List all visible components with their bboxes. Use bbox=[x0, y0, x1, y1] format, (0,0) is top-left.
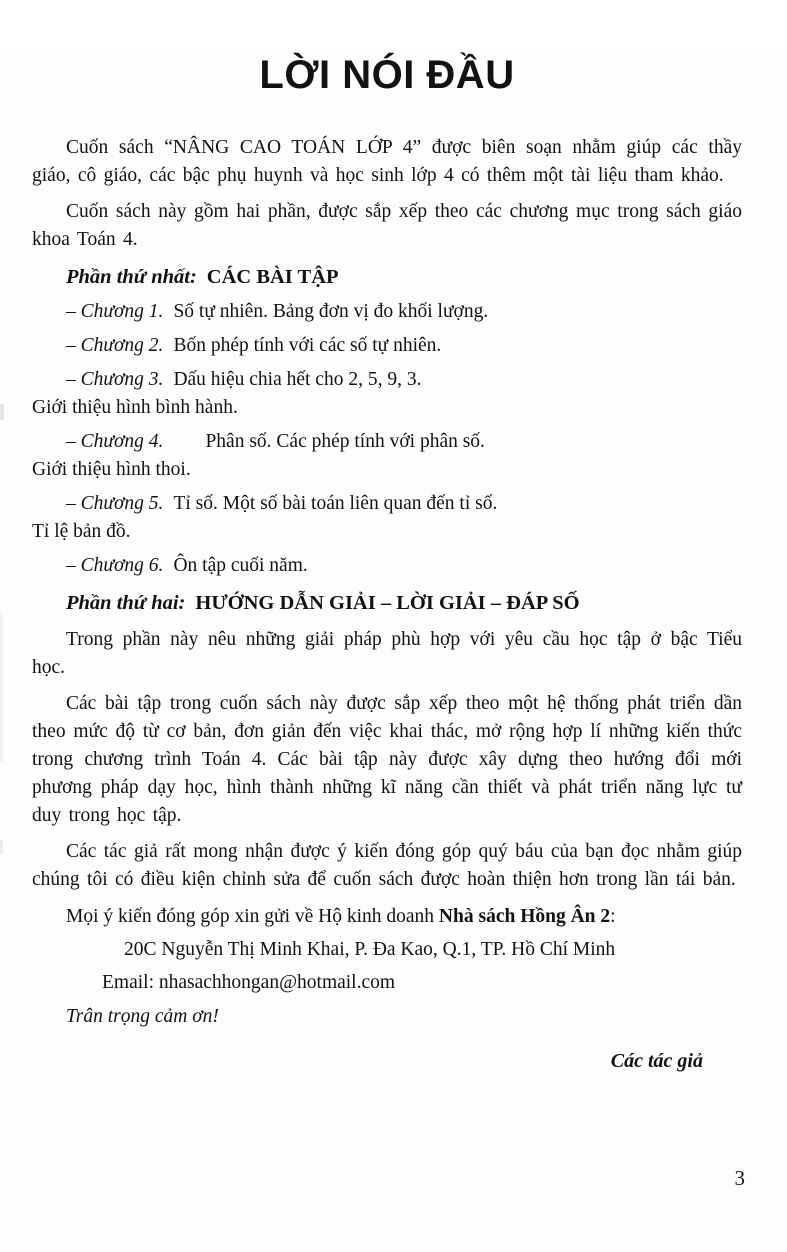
page-number: 3 bbox=[734, 1166, 745, 1190]
contact-address: 20C Nguyễn Thị Minh Khai, P. Đa Kao, Q.1, TP. Hồ Chí Minh bbox=[124, 939, 616, 960]
chapter-item-4 bbox=[32, 428, 742, 484]
chapter-line bbox=[32, 366, 742, 394]
chapter-marker: – Chương 4. bbox=[66, 431, 164, 452]
chapter-item-1 bbox=[32, 298, 742, 326]
chapter-item-6 bbox=[32, 552, 742, 580]
chapter-text: Tỉ số. Một số bài toán liên quan đến tỉ số. bbox=[173, 493, 498, 514]
contact-email: Email: nhasachhongan@hotmail.com bbox=[102, 972, 396, 993]
part2-label: Phần thứ hai: bbox=[66, 592, 186, 614]
chapter-marker: – Chương 2. bbox=[66, 335, 164, 356]
chapter-line bbox=[32, 332, 742, 360]
part1-title: CÁC BÀI TẬP bbox=[206, 266, 339, 288]
chapter-marker: – Chương 5. bbox=[66, 493, 164, 514]
chapter-continuation: Giới thiệu hình thoi. bbox=[32, 459, 191, 480]
chapter-item-5 bbox=[32, 490, 742, 546]
chapter-item-2 bbox=[32, 332, 742, 360]
part2-paragraph-1: Trong phần này nêu những giải pháp phù hợp với yêu cầu học tập ở bậc Tiểu học. bbox=[32, 629, 742, 678]
contact-intro: Mọi ý kiến đóng góp xin gửi về Hộ kinh doanh bbox=[66, 906, 435, 927]
intro-paragraph-1: Cuốn sách “NÂNG CAO TOÁN LỚP 4” được biên soạn nhằm giúp các thầy giáo, cô giáo, các bậc phụ huynh và học sinh lớp 4 có thêm một tài liệu tham khảo. bbox=[32, 137, 742, 186]
page-title: LỜI NÓI ĐẦU bbox=[259, 53, 515, 97]
store-name: Nhà sách Hồng Ân 2 bbox=[438, 906, 611, 927]
contact-line bbox=[32, 903, 742, 931]
chapter-text: Bốn phép tính với các số tự nhiên. bbox=[173, 335, 442, 356]
chapter-text: Dấu hiệu chia hết cho 2, 5, 9, 3. bbox=[173, 369, 422, 390]
intro-paragraph-2: Cuốn sách này gồm hai phần, được sắp xếp theo các chương mục trong sách giáo khoa Toán 4. bbox=[32, 201, 742, 250]
part2-heading bbox=[32, 588, 742, 618]
author-signature: Các tác giả bbox=[610, 1050, 703, 1072]
contact-suffix: : bbox=[610, 906, 616, 927]
chapter-line bbox=[32, 490, 742, 518]
closing-thanks: Trân trọng cảm ơn! bbox=[66, 1006, 219, 1027]
scan-artifact bbox=[0, 840, 3, 854]
part2-title: HƯỚNG DẪN GIẢI – LỜI GIẢI – ĐÁP SỐ bbox=[195, 592, 580, 614]
part2-paragraph-2: Các bài tập trong cuốn sách này được sắp xếp theo một hệ thống phát triển dần theo mức độ từ cơ bản, đơn giản đến việc khai thác, mở rộng hợp lí những kiến thức trong chương trình Toán 4. Các bài tập này được xây dựng theo hướng đổi mới phương pháp dạy học, hình thành những kĩ năng cần thiết và phát triển năng lực tư duy trong học tập. bbox=[32, 693, 742, 826]
book-page bbox=[0, 52, 787, 1252]
scan-artifact bbox=[0, 404, 4, 420]
part2-paragraph-3: Các tác giả rất mong nhận được ý kiến đóng góp quý báu của bạn đọc nhằm giúp chúng tôi có điều kiện chỉnh sửa để cuốn sách được hoàn thiện hơn trong lần tái bản. bbox=[32, 841, 742, 890]
chapter-text: Phân số. Các phép tính với phân số. bbox=[205, 431, 485, 452]
chapter-continuation: Giới thiệu hình bình hành. bbox=[32, 397, 238, 418]
chapter-line bbox=[32, 298, 742, 326]
chapter-marker: – Chương 1. bbox=[66, 301, 164, 322]
chapter-line bbox=[32, 552, 742, 580]
chapter-continuation: Tỉ lệ bản đồ. bbox=[32, 521, 131, 542]
chapter-marker: – Chương 3. bbox=[66, 369, 164, 390]
chapter-text: Ôn tập cuối năm. bbox=[173, 555, 308, 576]
chapter-marker: – Chương 6. bbox=[66, 555, 164, 576]
chapter-item-3 bbox=[32, 366, 742, 422]
part1-label: Phần thứ nhất: bbox=[66, 266, 197, 288]
scan-artifact bbox=[0, 612, 3, 762]
part1-heading bbox=[32, 262, 742, 292]
chapter-text: Số tự nhiên. Bảng đơn vị đo khối lượng. bbox=[173, 301, 489, 322]
chapter-line bbox=[32, 428, 742, 456]
